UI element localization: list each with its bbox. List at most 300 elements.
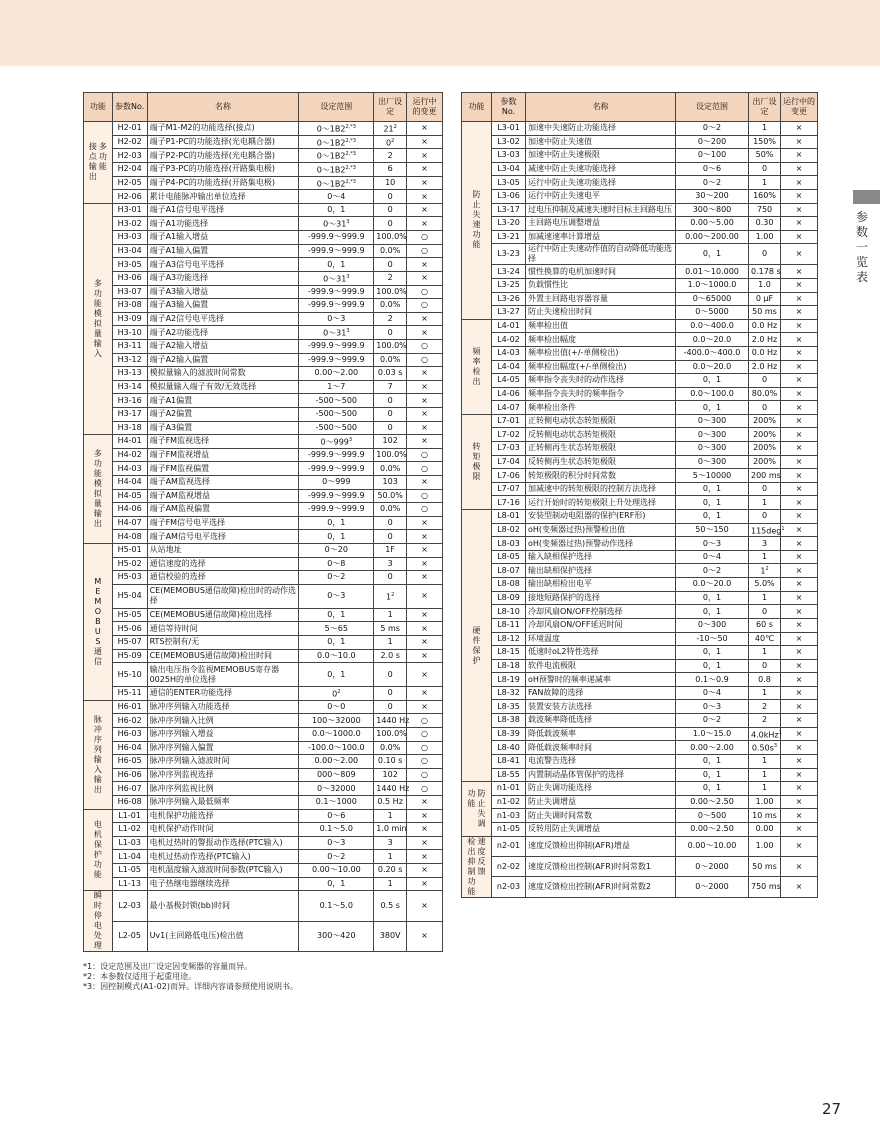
param-name: 速度反馈检出控制(AFR)时间常数1 (526, 856, 676, 876)
table-row (84, 584, 443, 608)
factory-default: 0 (374, 421, 407, 435)
param-name: CE(MEMOBUS通信故障)检出时间 (147, 649, 299, 663)
setting-range: 300～800 (676, 203, 749, 217)
group-label: 功能 防止失调 (462, 782, 492, 836)
group-label: 硬件保护 (462, 510, 492, 782)
param-name: 电机过热时的警报动作选择(PTC输入) (147, 836, 299, 850)
table-row (462, 346, 818, 360)
runtime-change: ○ (407, 462, 443, 476)
param-no: H3-03 (112, 231, 147, 245)
param-name: 端子FM监视偏置 (147, 462, 299, 476)
param-name: 电机保护动作时间 (147, 823, 299, 837)
group-label: 脉冲序列输入输出 (84, 700, 113, 809)
setting-range: 0～5000 (676, 306, 749, 320)
param-name: 通信等待时间 (147, 622, 299, 636)
table-row (462, 401, 818, 415)
runtime-change: × (407, 795, 443, 809)
factory-default: 200 ms (749, 469, 781, 483)
param-name: 通信速度的选择 (147, 557, 299, 571)
param-no: L1-01 (112, 809, 147, 823)
table-row (84, 809, 443, 823)
setting-range: 0.00～200.00 (676, 230, 749, 244)
param-name: 电流警告选择 (526, 754, 676, 768)
param-no: L7-04 (492, 455, 526, 469)
table-row (462, 727, 818, 741)
table-row (462, 809, 818, 823)
param-name: 通信的ENTER功能选择 (147, 687, 299, 701)
table-row (462, 782, 818, 796)
setting-range: 0，1 (299, 608, 374, 622)
setting-range: 0～3 (299, 836, 374, 850)
runtime-change: × (407, 258, 443, 272)
setting-range: 5～65 (299, 622, 374, 636)
setting-range: 0，1 (299, 530, 374, 544)
param-no: H5-04 (112, 584, 147, 608)
param-no: L8-15 (492, 646, 526, 660)
param-no: H6-04 (112, 741, 147, 755)
param-no: H6-05 (112, 755, 147, 769)
param-no: H3-12 (112, 353, 147, 367)
setting-range: -500～500 (299, 421, 374, 435)
param-no: L3-24 (492, 265, 526, 279)
factory-default: 0.8 (749, 673, 781, 687)
param-name: 电机保护功能选择 (147, 809, 299, 823)
factory-default: 200% (749, 414, 781, 428)
runtime-change: × (407, 407, 443, 421)
param-no: H5-10 (112, 663, 147, 687)
table-row (462, 319, 818, 333)
param-no: H3-13 (112, 367, 147, 381)
runtime-change: × (407, 530, 443, 544)
table-row (462, 659, 818, 673)
runtime-change: × (407, 921, 443, 952)
factory-default: 1.00 (749, 836, 781, 856)
param-no: L8-10 (492, 605, 526, 619)
param-no: L3-02 (492, 135, 526, 149)
table-row (84, 380, 443, 394)
table-row (84, 622, 443, 636)
table-row (84, 557, 443, 571)
footnote: *2：本参数仅适用于起重用途。 (83, 972, 197, 981)
runtime-change: × (407, 850, 443, 864)
factory-default: 0.30 (749, 217, 781, 231)
param-no: L2-03 (112, 891, 147, 922)
setting-range: 0.1～1000 (299, 795, 374, 809)
table-row (462, 244, 818, 265)
param-name: 减速中防止失速功能选择 (526, 162, 676, 176)
factory-default: 0 (374, 217, 407, 231)
runtime-change: × (781, 401, 818, 415)
param-no: L8-32 (492, 686, 526, 700)
param-no: H5-09 (112, 649, 147, 663)
factory-default: 0.0% (374, 462, 407, 476)
param-name: 端子A2信号电平选择 (147, 312, 299, 326)
factory-default: 1 (749, 782, 781, 796)
param-no: H3-14 (112, 380, 147, 394)
group-sublabel: 多功能 (98, 142, 107, 172)
param-name: 端子A1偏置 (147, 394, 299, 408)
param-name: 软件电流极限 (526, 659, 676, 673)
column-header: 设定范围 (676, 93, 749, 122)
param-name: 从站地址 (147, 543, 299, 557)
table-row (462, 217, 818, 231)
table-row (84, 271, 443, 285)
runtime-change: ○ (407, 340, 443, 354)
factory-default: 3 (374, 557, 407, 571)
setting-range: $0\sim 31^3$ (299, 217, 374, 231)
setting-range: 0，1 (299, 663, 374, 687)
param-name: 端子FM信号电平选择 (147, 516, 299, 530)
factory-default: 5 ms (374, 622, 407, 636)
param-name: 端子A3功能选择 (147, 271, 299, 285)
runtime-change: × (781, 414, 818, 428)
factory-default: 0.10 s (374, 755, 407, 769)
setting-range: 0.1～5.0 (299, 891, 374, 922)
runtime-change: × (407, 135, 443, 149)
param-name: 端子M1-M2的功能选择(接点) (147, 122, 299, 136)
runtime-change: ○ (407, 714, 443, 728)
param-no: H3-09 (112, 312, 147, 326)
table-row (84, 727, 443, 741)
table-row (84, 530, 443, 544)
param-name: 电子热继电器继续选择 (147, 877, 299, 891)
factory-default: 1 (749, 176, 781, 190)
factory-default: 1.00 (749, 230, 781, 244)
column-header: 参数No. (112, 93, 147, 122)
runtime-change: × (781, 741, 818, 755)
factory-default: 1.0 (749, 278, 781, 292)
param-no: H5-06 (112, 622, 147, 636)
param-name: 负载惯性比 (526, 278, 676, 292)
param-no: L8-07 (492, 564, 526, 578)
setting-range: $0\sim 31^3$ (299, 271, 374, 285)
table-row (462, 278, 818, 292)
param-no: L7-02 (492, 428, 526, 442)
factory-default: 1 (749, 754, 781, 768)
runtime-change: × (781, 455, 818, 469)
param-name: 频率检出条件 (526, 401, 676, 415)
setting-range: 0.0～20.0 (676, 578, 749, 592)
setting-range: -10～50 (676, 632, 749, 646)
factory-default: 100.0% (374, 231, 407, 245)
factory-default: 100.0% (374, 448, 407, 462)
table-row (462, 795, 818, 809)
param-no: L4-06 (492, 387, 526, 401)
runtime-change: × (407, 649, 443, 663)
factory-default: 50 ms (749, 856, 781, 876)
table-row (84, 836, 443, 850)
group-label: MEMOBUS通信 (84, 543, 113, 700)
factory-default: 4.0kHz$^1$ (749, 727, 781, 741)
setting-range: 0.00～2.00 (676, 741, 749, 755)
runtime-change: × (781, 496, 818, 510)
factory-default: 2.0 Hz (749, 360, 781, 374)
param-name: 输出缺相检出电平 (526, 578, 676, 592)
parameter-table-left (83, 92, 443, 952)
runtime-change: ○ (407, 353, 443, 367)
setting-range: $0\sim 1B2^{2,*3}$ (299, 122, 374, 136)
setting-range: 0～100 (676, 149, 749, 163)
param-no: L3-04 (492, 162, 526, 176)
setting-range: 300～420 (299, 921, 374, 952)
setting-range: 0～300 (676, 414, 749, 428)
param-no: L7-07 (492, 482, 526, 496)
param-no: n2-03 (492, 877, 526, 897)
runtime-change: × (781, 428, 818, 442)
factory-default: 102 (374, 435, 407, 449)
param-name: 惯性换算的电机加速时间 (526, 265, 676, 279)
runtime-change: × (781, 510, 818, 524)
runtime-change: × (781, 346, 818, 360)
setting-range: 0～2 (299, 850, 374, 864)
table-row (462, 768, 818, 782)
setting-range: 0，1 (676, 496, 749, 510)
table-row (84, 768, 443, 782)
table-row (462, 230, 818, 244)
factory-default: 0.0 Hz (749, 346, 781, 360)
param-no: n1-01 (492, 782, 526, 796)
param-name: CE(MEMOBUS通信故障)检出时的动作选择 (147, 584, 299, 608)
group-label: 多功能模拟量输入 (84, 203, 113, 434)
setting-range: 0～2000 (676, 877, 749, 897)
param-name: oH(变频器过热)预警检出值 (526, 523, 676, 537)
factory-default: 0 μF (749, 292, 781, 306)
param-no: L3-06 (492, 189, 526, 203)
runtime-change: × (407, 635, 443, 649)
param-name: 反转用防止失调增益 (526, 822, 676, 836)
factory-default: 100.0% (374, 285, 407, 299)
table-row (462, 618, 818, 632)
header-band (0, 0, 880, 66)
param-name: 运行中防止失速功能选择 (526, 176, 676, 190)
setting-range: 0～200 (676, 135, 749, 149)
factory-default: 0 (374, 394, 407, 408)
runtime-change: × (407, 608, 443, 622)
table-row (462, 189, 818, 203)
runtime-change: × (407, 663, 443, 687)
runtime-change: × (781, 618, 818, 632)
runtime-change: × (407, 836, 443, 850)
table-row (462, 455, 818, 469)
table-row (84, 326, 443, 340)
param-no: H3-06 (112, 271, 147, 285)
table-row (462, 550, 818, 564)
factory-default: 0.0% (374, 244, 407, 258)
param-name: 输入缺相保护选择 (526, 550, 676, 564)
factory-default: 1 (749, 646, 781, 660)
table-row (84, 891, 443, 922)
runtime-change: × (781, 189, 818, 203)
runtime-change: × (781, 122, 818, 136)
factory-default: 103 (374, 476, 407, 490)
param-name: 加速中防止失速极限 (526, 149, 676, 163)
setting-range: 0～0 (299, 700, 374, 714)
param-no: L4-07 (492, 401, 526, 415)
param-name: 过电压抑制及减速失速时目标主回路电压 (526, 203, 676, 217)
setting-range: 0～6 (676, 162, 749, 176)
factory-default: 0.0% (374, 741, 407, 755)
param-no: H6-01 (112, 700, 147, 714)
param-no: H4-05 (112, 489, 147, 503)
group-sublabel: 速度反馈 (477, 836, 486, 876)
table-row (462, 306, 818, 320)
param-name: 端子A2输入偏置 (147, 353, 299, 367)
param-no: H4-04 (112, 476, 147, 490)
runtime-change: × (781, 265, 818, 279)
setting-range: 0～6 (299, 809, 374, 823)
table-row (462, 510, 818, 524)
runtime-change: × (407, 891, 443, 922)
param-name: 环境温度 (526, 632, 676, 646)
factory-default: 1 (374, 635, 407, 649)
setting-range: 0，1 (676, 782, 749, 796)
setting-range: $0\sim 1B2^{2,*3}$ (299, 135, 374, 149)
factory-default: 0 (374, 663, 407, 687)
param-no: H3-11 (112, 340, 147, 354)
factory-default: 0 (374, 700, 407, 714)
param-no: H3-07 (112, 285, 147, 299)
param-name: 端子P4-PC的功能选择(开路集电极) (147, 176, 299, 190)
runtime-change: × (781, 727, 818, 741)
setting-range: -999.9～999.9 (299, 462, 374, 476)
runtime-change: × (781, 387, 818, 401)
setting-range: 0.00～10.00 (299, 863, 374, 877)
runtime-change: × (781, 482, 818, 496)
table-row (462, 754, 818, 768)
factory-default: 0 (374, 687, 407, 701)
setting-range: $0\sim 1B2^{2,*3}$ (299, 162, 374, 176)
factory-default: 0 (749, 401, 781, 415)
factory-default: 0 (749, 605, 781, 619)
setting-range: 0.1～0.9 (676, 673, 749, 687)
group-label: 检出抑制功能 速度反馈 (462, 836, 492, 897)
runtime-change: ○ (407, 755, 443, 769)
param-no: H5-05 (112, 608, 147, 622)
factory-default: 6 (374, 162, 407, 176)
setting-range: 0～999 (299, 476, 374, 490)
setting-range: 0，1 (299, 516, 374, 530)
runtime-change: × (781, 292, 818, 306)
factory-default: 1440 Hz (374, 782, 407, 796)
setting-range: 0.00～5.00 (676, 217, 749, 231)
param-no: H6-08 (112, 795, 147, 809)
param-no: H3-08 (112, 299, 147, 313)
runtime-change: × (407, 394, 443, 408)
factory-default: 0.0% (374, 353, 407, 367)
table-row (462, 646, 818, 660)
table-row (84, 687, 443, 701)
param-no: H3-16 (112, 394, 147, 408)
param-no: H3-05 (112, 258, 147, 272)
column-header: 出厂设定 (374, 93, 407, 122)
table-row (462, 523, 818, 537)
group-label: 多功能模拟量输出 (84, 435, 113, 544)
param-name: 频率指令丧失时的动作选择 (526, 374, 676, 388)
factory-default: 1 (374, 877, 407, 891)
factory-default: 1 (749, 550, 781, 564)
setting-range: 0.1～5.0 (299, 823, 374, 837)
setting-range: 0，1 (676, 510, 749, 524)
factory-default: 0.5 Hz (374, 795, 407, 809)
table-row (84, 714, 443, 728)
param-no: L2-05 (112, 921, 147, 952)
param-name: 端子AM监视增益 (147, 489, 299, 503)
setting-range: $0^2$ (299, 687, 374, 701)
runtime-change: × (781, 217, 818, 231)
runtime-change: × (781, 659, 818, 673)
param-no: L8-18 (492, 659, 526, 673)
column-header: 运行中的变更 (407, 93, 443, 122)
setting-range: 0～500 (676, 809, 749, 823)
param-name: 端子P2-PC的功能选择(光电耦合器) (147, 149, 299, 163)
group-label: 转矩极限 (462, 414, 492, 509)
param-name: 端子AM监视偏置 (147, 503, 299, 517)
table-header-row (462, 93, 818, 122)
param-name: 端子A2输入增益 (147, 340, 299, 354)
runtime-change: × (407, 149, 443, 163)
runtime-change: × (781, 278, 818, 292)
factory-default: $0^2$ (374, 135, 407, 149)
table-row (84, 258, 443, 272)
factory-default: 115deg$^1$ (749, 523, 781, 537)
param-no: L8-19 (492, 673, 526, 687)
param-name: 冷却风扇ON/OFF延迟时间 (526, 618, 676, 632)
param-name: 冷却风扇ON/OFF控制选择 (526, 605, 676, 619)
column-header: 名称 (147, 93, 299, 122)
table-row (84, 663, 443, 687)
group-label: 电机保护功能 (84, 809, 113, 891)
table-row (84, 700, 443, 714)
param-no: H4-02 (112, 448, 147, 462)
table-row (462, 428, 818, 442)
runtime-change: ○ (407, 244, 443, 258)
param-name: RTS控制有/无 (147, 635, 299, 649)
param-no: L3-20 (492, 217, 526, 231)
factory-default: 1 (749, 122, 781, 136)
table-row (462, 135, 818, 149)
setting-range: 0.01～10.000 (676, 265, 749, 279)
group-label: 防止失速功能 (462, 122, 492, 320)
param-no: H4-01 (112, 435, 147, 449)
setting-range: 0～300 (676, 618, 749, 632)
setting-range: 0.00～2.50 (676, 795, 749, 809)
param-no: H5-07 (112, 635, 147, 649)
table-row (462, 292, 818, 306)
table-row (84, 782, 443, 796)
setting-range: 000～809 (299, 768, 374, 782)
table-row (84, 244, 443, 258)
param-name: 端子A1信号电平选择 (147, 203, 299, 217)
param-name: 端子A1输入偏置 (147, 244, 299, 258)
param-name: 端子A1输入增益 (147, 231, 299, 245)
setting-range: 0～4 (676, 686, 749, 700)
section-tab-marker (853, 190, 880, 204)
param-no: L3-26 (492, 292, 526, 306)
setting-range: 0，1 (676, 244, 749, 265)
table-row (84, 149, 443, 163)
setting-range: $0\sim 999^3$ (299, 435, 374, 449)
runtime-change: × (781, 469, 818, 483)
table-row (462, 203, 818, 217)
param-name: oH(变频器过热)预警动作选择 (526, 537, 676, 551)
factory-default: 40℃ (749, 632, 781, 646)
param-name: 防止失调时间常数 (526, 809, 676, 823)
param-no: L8-40 (492, 741, 526, 755)
param-name: oH预警时的频率递减率 (526, 673, 676, 687)
param-name: 装置安装方法选择 (526, 700, 676, 714)
param-name: 端子A1功能选择 (147, 217, 299, 231)
param-name: 脉冲序列输入最低频率 (147, 795, 299, 809)
